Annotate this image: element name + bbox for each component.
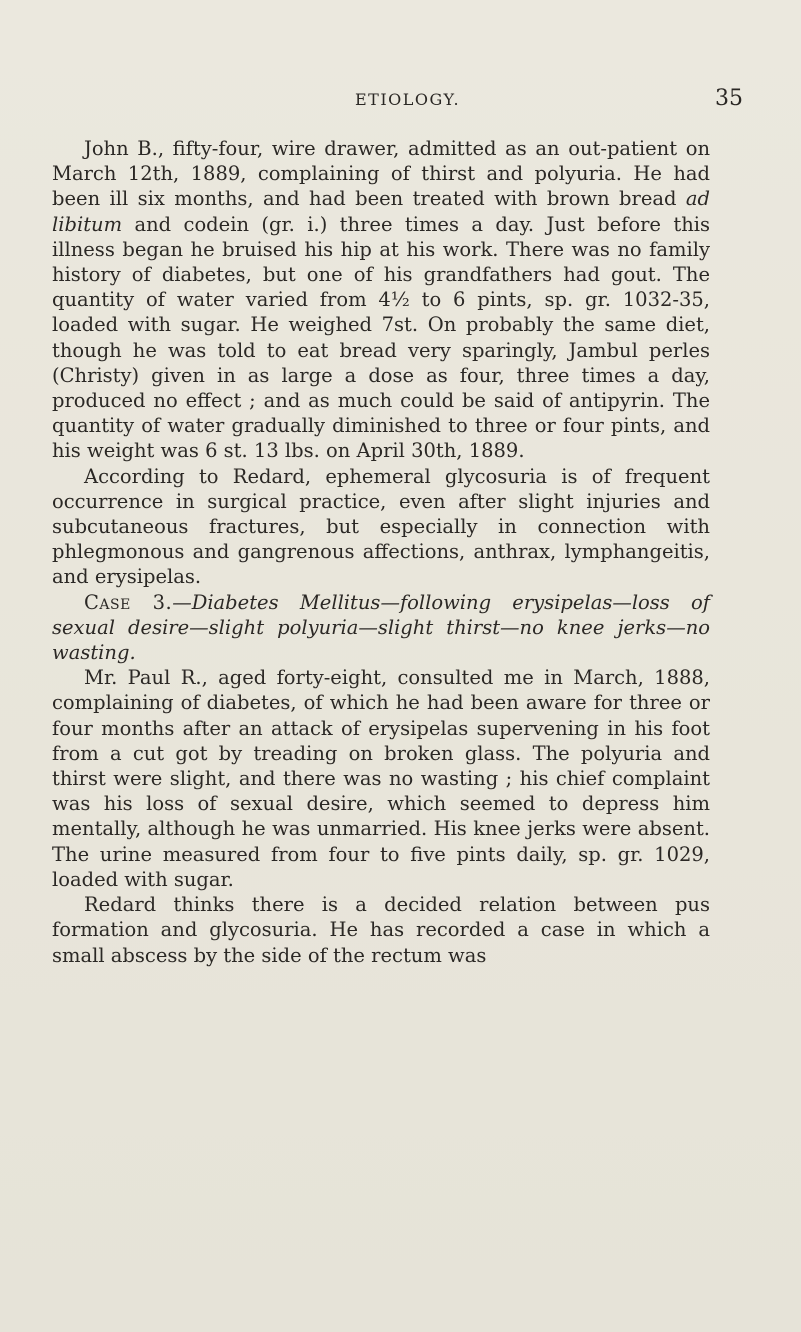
running-head: ETIOLOGY. [355,90,461,109]
page-number: 35 [715,86,743,111]
case-label: Case 3. [84,590,173,614]
paragraph-text: John B., fifty-four, wire drawer, admitted as an out-patient on March 12th, 1889, complaining of thirst and polyuria. He had been ill six months, and had been treated with brown bread [52,137,710,211]
paragraph-text: and codein (gr. i.) three times a day. Just before this illness began he bruised his hip at his work. There was no family history of diabetes, but one of his grandfathers had gout. The quantity of water varied from 4½ to 6 pints, sp. gr. 1032-35, loaded with sugar. He weighed 7st. On probably the same diet, though he was told to eat bread very sparingly, Jambul perles (Christy) given in as large a dose as four, three times a day, produced no effect ; and as much could be said of antipyrin. The quantity of water gradually diminished to three or four pints, and his weight was 6 st. 13 lbs. on April 30th, 1889. [52,212,710,463]
case-heading [52,590,710,666]
paragraph-paul-r: Mr. Paul R., aged forty-eight, consulted me in March, 1888, complaining of diabetes, of which he had been aware for three or four months after an attack of erysipelas supervening in his foot from a cut got by treading on broken glass. The polyuria and thirst were slight, and there was no wasting ; his chief complaint was his loss of sexual desire, which seemed to depress him mentally, although he was unmarried. His knee jerks were absent. The urine measured from four to five pints daily, sp. gr. 1029, loaded with sugar. [52,666,710,891]
paragraph-redard-pus: Redard thinks there is a decided relation between pus formation and glycosuria. He has recorded a case in which a small abscess by the side of the rectum was [52,893,710,967]
italic-phrase: ad libitum [52,187,710,236]
paragraph-john-b [52,136,710,464]
body-text [52,136,710,968]
paragraph-redard-glycosuria: According to Redard, ephemeral glycosuria is of frequent occurrence in surgical practice, even after slight injuries and subcutaneous fractures, but especially in connection with phlegmonous and gangrenous affections, anthrax, lymphangeitis, and erysipelas. [52,464,710,589]
case-title: —Diabetes Mellitus—following erysipelas—loss of sexual desire—slight polyuria—slight thirst—no knee jerks—no wasting. [52,590,710,665]
page-header [0,86,801,116]
